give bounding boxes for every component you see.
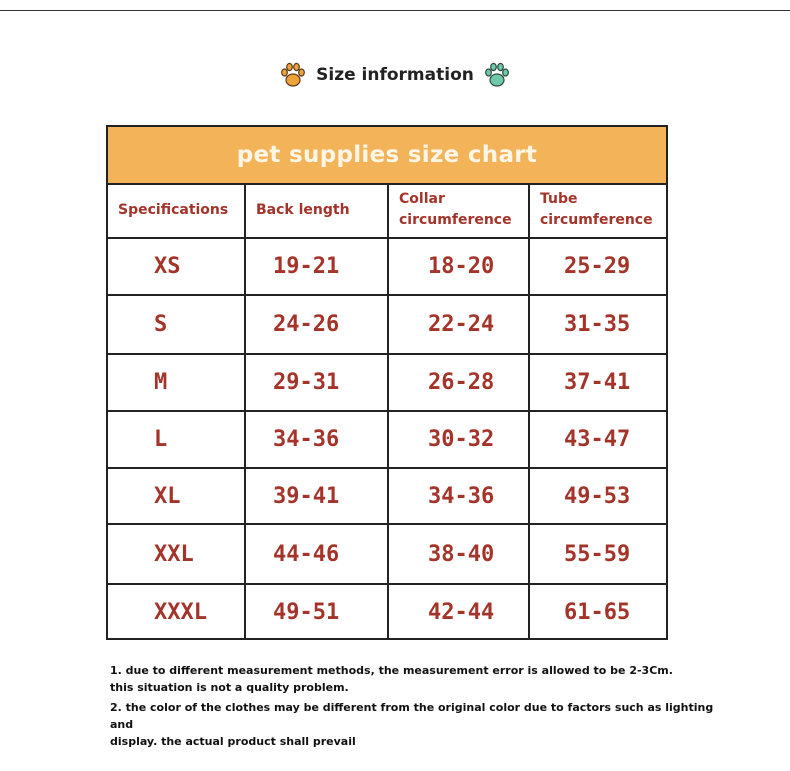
note-line: 2. the color of the clothes may be different from the original color due to factors such as lighting and (110, 701, 714, 731)
note-line: display. the actual product shall prevail (110, 735, 356, 748)
table-header-row (108, 183, 666, 239)
collar-cell: 30-32 (389, 412, 530, 467)
back-length-cell: 39-41 (246, 469, 389, 523)
size-cell: XS (108, 239, 246, 294)
tube-cell: 25-29 (564, 254, 631, 279)
section-title: Size information (316, 65, 474, 85)
paw-print-icon (278, 60, 308, 90)
table-row (108, 355, 666, 412)
column-header-tube-circumference: Tube circumference (540, 191, 653, 228)
size-chart-grid (108, 183, 666, 640)
collar-cell: 34-36 (389, 469, 530, 523)
collar-cell: 26-28 (389, 355, 530, 410)
column-header-back-length: Back length (246, 183, 389, 237)
note-item (110, 662, 730, 696)
back-length-cell: 34-36 (246, 412, 389, 467)
column-header-specifications: Specifications (108, 183, 246, 237)
size-chart-table (106, 125, 668, 640)
tube-cell: 61-65 (564, 600, 631, 625)
size-cell: XXXL (108, 585, 246, 640)
size-chart-title: pet supplies size chart (236, 142, 538, 168)
tube-cell: 49-53 (564, 483, 631, 509)
back-length-cell: 19-21 (246, 239, 389, 294)
size-cell: L (108, 412, 246, 467)
size-notes (110, 662, 730, 753)
paw-print-icon (482, 60, 512, 90)
back-length-cell: 29-31 (246, 355, 389, 410)
table-row (108, 585, 666, 640)
back-length-cell: 24-26 (246, 296, 389, 353)
section-heading (0, 58, 790, 92)
table-row (108, 525, 666, 585)
collar-cell: 38-40 (389, 525, 530, 583)
table-row (108, 412, 666, 469)
size-cell: XL (108, 469, 246, 523)
note-line: this situation is not a quality problem. (110, 681, 349, 694)
tube-cell: 37-41 (564, 370, 631, 395)
collar-cell: 42-44 (389, 585, 530, 640)
note-item (110, 699, 730, 750)
tube-cell: 55-59 (564, 541, 631, 567)
top-divider (0, 10, 790, 11)
table-row (108, 239, 666, 296)
size-cell: XXL (108, 525, 246, 583)
size-chart-banner (108, 127, 666, 185)
back-length-cell: 49-51 (246, 585, 389, 640)
table-row (108, 296, 666, 355)
tube-cell: 31-35 (564, 312, 631, 337)
collar-cell: 18-20 (389, 239, 530, 294)
note-line: 1. due to different measurement methods, the measurement error is allowed to be 2-3Cm. (110, 664, 673, 677)
size-cell: M (108, 355, 246, 410)
table-row (108, 469, 666, 525)
size-cell: S (108, 296, 246, 353)
column-header-collar-circumference: Collar circumference (389, 183, 530, 237)
collar-cell: 22-24 (389, 296, 530, 353)
back-length-cell: 44-46 (246, 525, 389, 583)
tube-cell: 43-47 (564, 427, 631, 452)
